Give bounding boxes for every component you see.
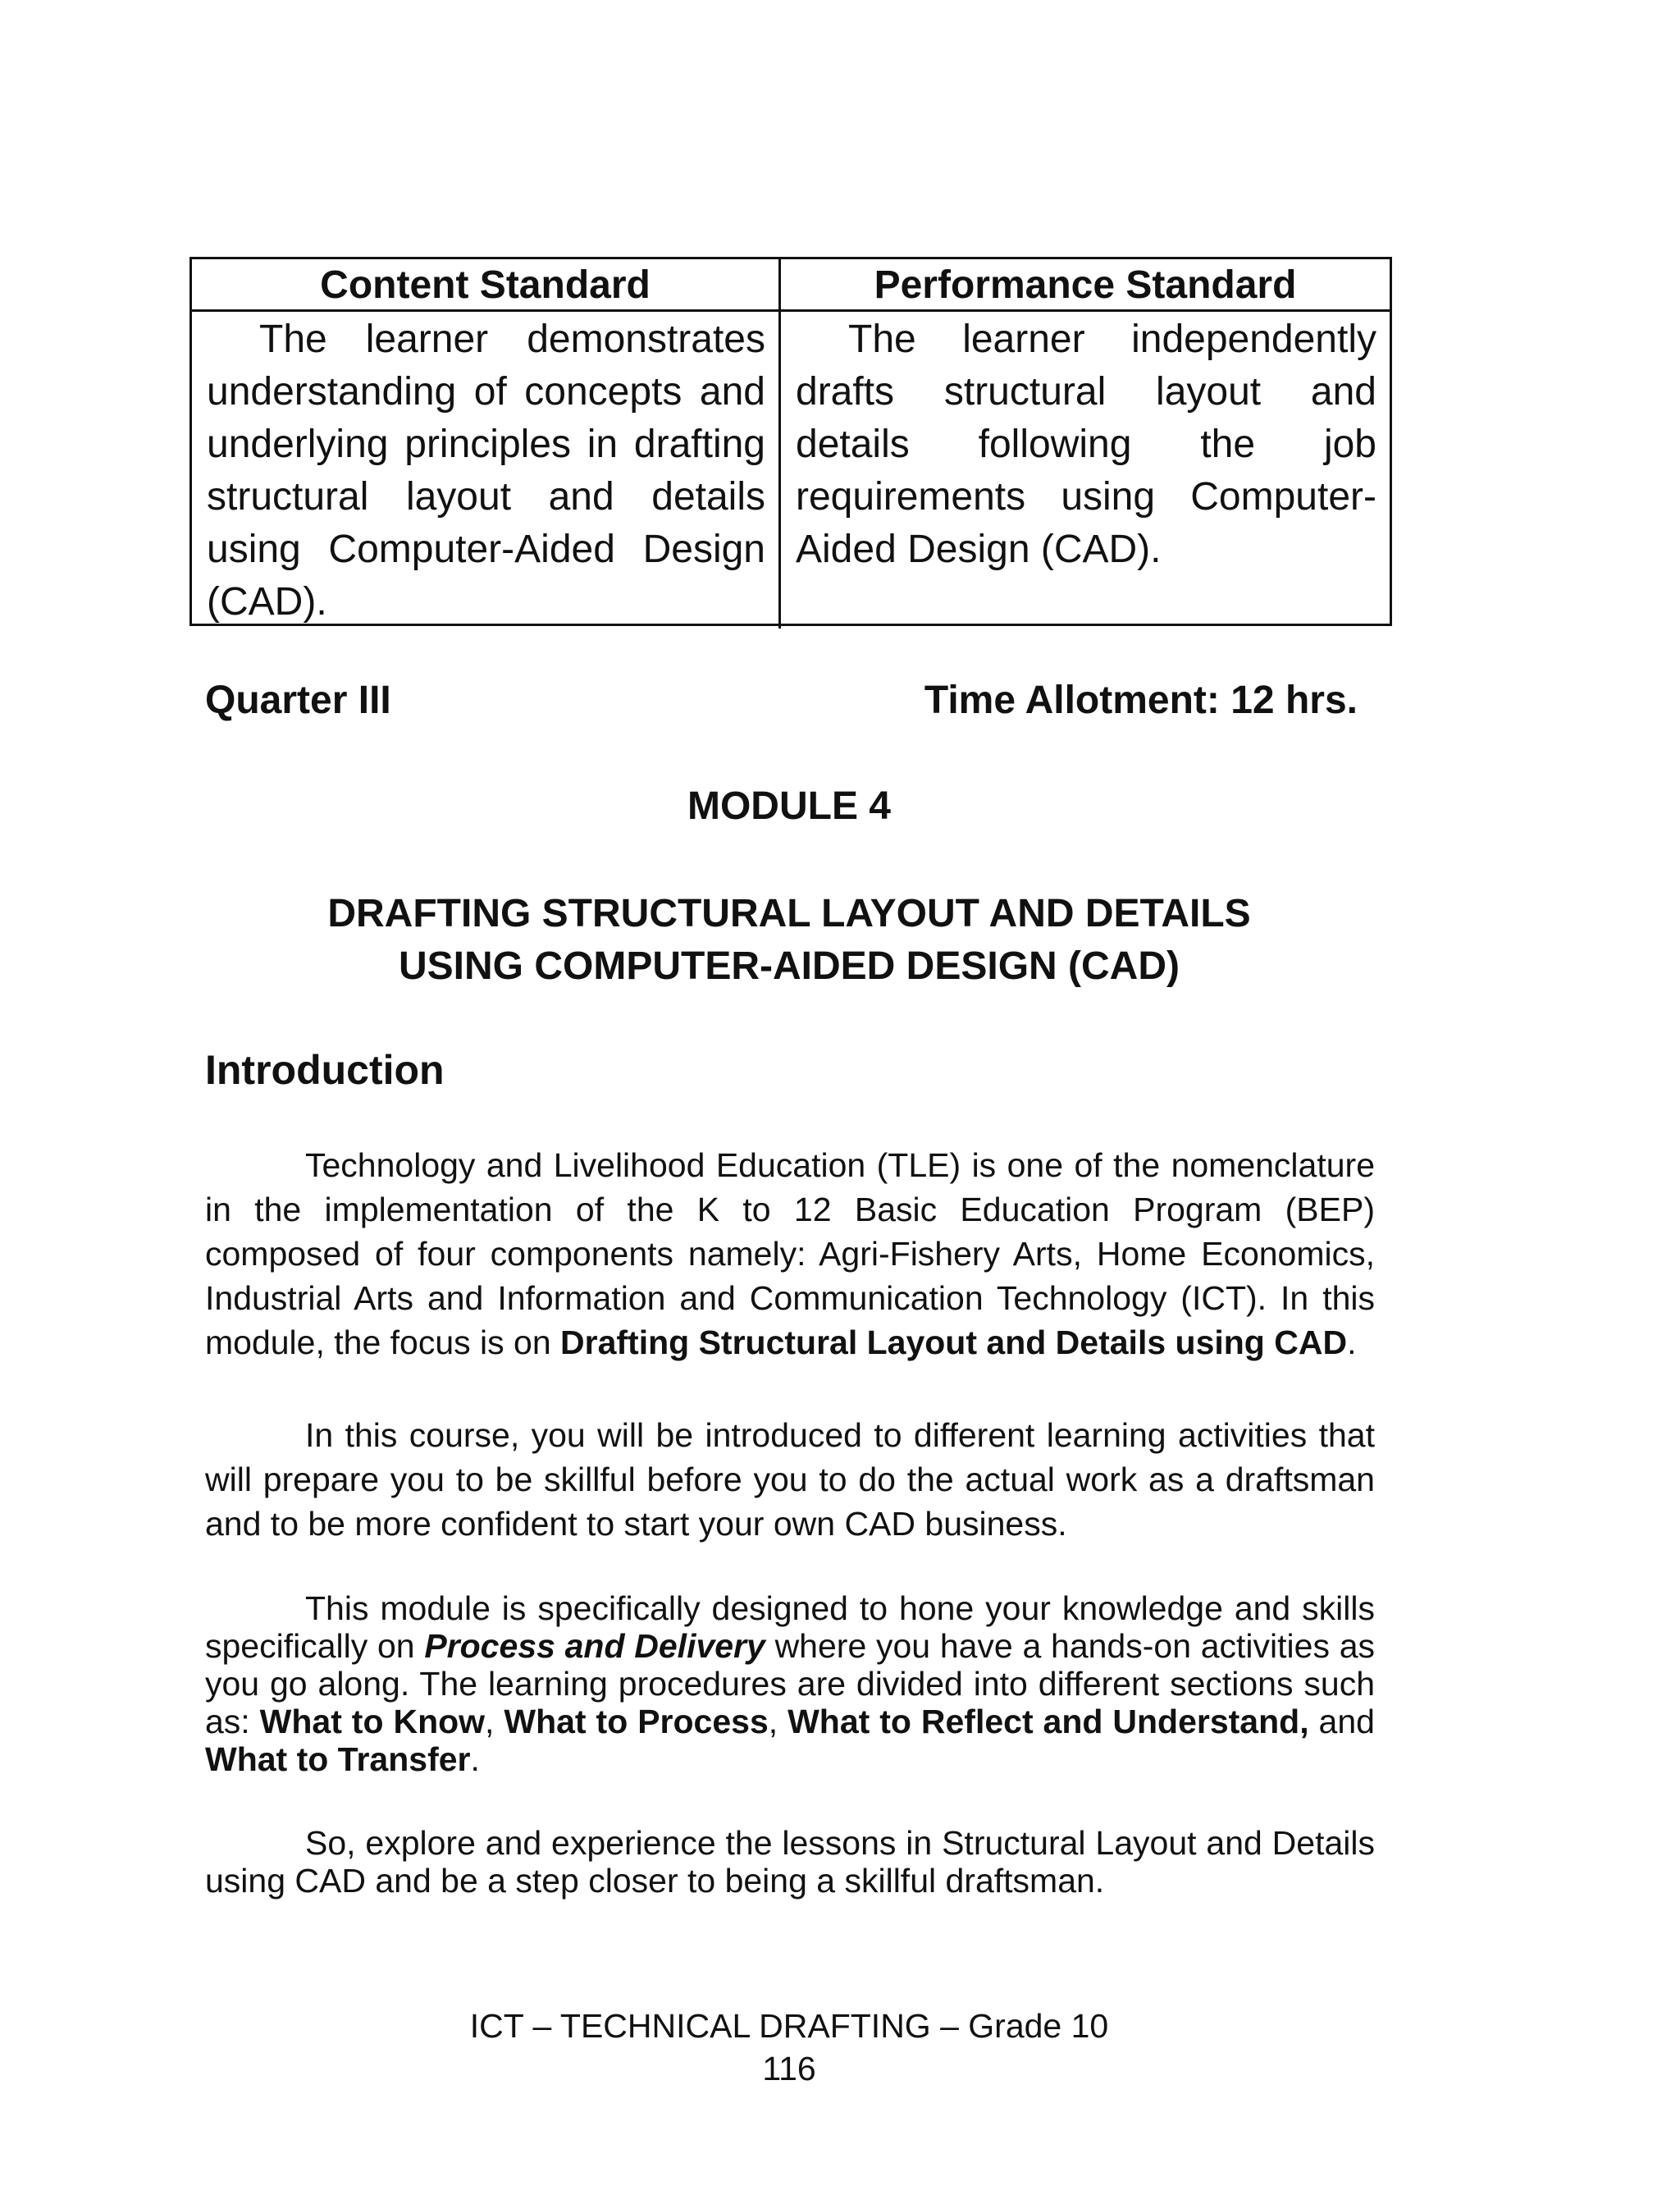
- intro-p3-text-2: where you have a hands-on activities as you go along. The learning procedures are divided into different sections such as:: [205, 1627, 1375, 1740]
- intro-paragraph-2: In this course, you will be introduced to different learning activities that will prepare you to be skillful before you to do the actual work as a draftsman and to be more confident to start your own CAD business.: [205, 1416, 1375, 1543]
- content-standard-cell: [192, 312, 781, 629]
- intro-p3-end: .: [470, 1740, 480, 1778]
- intro-p3-sep-1: ,: [485, 1703, 504, 1740]
- intro-paragraph-4: So, explore and experience the lessons in Structural Layout and Details using CAD and be a step closer to being a skillful draftsman.: [205, 1824, 1375, 1900]
- section-what-to-know: What to Know: [259, 1703, 486, 1740]
- performance-standard-text: The learner independently drafts structural layout and details following the job requirements using Computer-Aided Design (CAD).: [796, 318, 1376, 571]
- section-what-to-transfer: What to Transfer: [205, 1740, 471, 1778]
- time-allotment: Time Allotment: 12 hrs.: [924, 679, 1358, 722]
- module-title-line-1: DRAFTING STRUCTURAL LAYOUT AND DETAILS: [327, 892, 1251, 935]
- module-title: [0, 888, 1578, 993]
- footer-subject: ICT – TECHNICAL DRAFTING – Grade 10: [469, 2007, 1109, 2045]
- intro-paragraph-1: [205, 1143, 1375, 1365]
- page-number: 116: [762, 2050, 816, 2087]
- section-what-to-reflect: What to Reflect and Understand,: [788, 1703, 1309, 1740]
- content-standard-header: Content Standard: [192, 259, 781, 312]
- performance-standard-header: Performance Standard: [781, 259, 1390, 312]
- intro-p3-emphasis: Process and Delivery: [424, 1627, 765, 1665]
- performance-standard-cell: [781, 312, 1390, 629]
- module-number: MODULE 4: [687, 784, 891, 828]
- intro-paragraph-3: [205, 1589, 1375, 1778]
- intro-p1-text: Technology and Livelihood Education (TLE) is one of the nomenclature in the implementation of the K to 12 Basic Education Program (BEP) composed of four components namely: Agri-Fishery Arts, Home Economics, Industrial Arts and Information and Communication Technology (ICT). In this module, the focus is on: [205, 1146, 1375, 1361]
- quarter-label: Quarter III: [205, 679, 391, 722]
- module-title-line-2: USING COMPUTER-AIDED DESIGN (CAD): [398, 944, 1180, 988]
- section-what-to-process: What to Process: [504, 1703, 769, 1740]
- content-standard-text: The learner demonstrates understanding of concepts and underlying principles in drafting structural layout and details using Computer-Aided Design (CAD).: [207, 318, 765, 624]
- intro-p1-bold: Drafting Structural Layout and Details using CAD: [560, 1324, 1348, 1361]
- introduction-heading: Introduction: [205, 1047, 445, 1093]
- standards-table: [189, 257, 1392, 626]
- intro-p3-sep-2: ,: [768, 1703, 788, 1740]
- page-footer: [0, 2005, 1578, 2090]
- intro-p3-text: This module is specifically designed to hone your knowledge and skills specifically on: [205, 1589, 1375, 1665]
- intro-p3-sep-3: and: [1308, 1703, 1375, 1740]
- intro-p1-end: .: [1347, 1324, 1357, 1361]
